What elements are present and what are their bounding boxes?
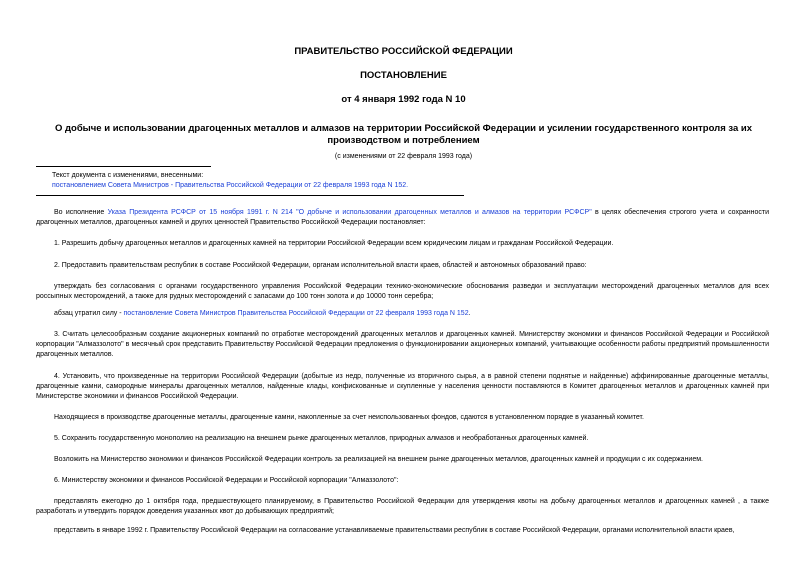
document-date-number: от 4 января 1992 года N 10 — [341, 94, 466, 105]
separator-line — [36, 195, 464, 196]
paragraph-6-item-2: представить в январе 1992 г. Правительству Российской Федерации на согласование устанавливаемые правительствами республик в составе Российской Федерации, органами исполнительной власти краев, — [54, 527, 735, 534]
document-type: ПОСТАНОВЛЕНИЕ — [360, 70, 447, 81]
separator-line — [36, 166, 211, 167]
paragraph-4: 4. Установить, что произведенные на территории Российской Федерации (добытые из недр, полученные из вторичного сырья, а в равной степени поднятые и найденные) аффинированные драгоценные металлы, драгоценные камни, самородные минералы драгоценных металлов, найденные клады, конфискованные и скупленные у населения ценности поставляются в Комитет драгоценных металлов и драгоценных камней при Министерстве экономики и финансов Российской Федерации. — [36, 373, 769, 400]
paragraph-2: 2. Предоставить правительствам республик в составе Российской Федерации, органам исполнительной власти краев, областей и автономных образований право: — [54, 262, 587, 269]
paragraph-6: 6. Министерству экономики и финансов Российской Федерации и Российской корпорации "Алмаззолото": — [54, 477, 399, 484]
paragraph-1: 1. Разрешить добычу драгоценных металлов и драгоценных камней на территории Российской Федерации всем юридическим лицам и гражданам Российской Федерации. — [54, 240, 614, 247]
issuing-authority: ПРАВИТЕЛЬСТВО РОССИЙСКОЙ ФЕДЕРАЦИИ — [294, 46, 513, 57]
amendment-date-note: (с изменениями от 22 февраля 1993 года) — [334, 153, 473, 160]
presidential-decree-link[interactable]: Указа Президента РСФСР от 15 ноября 1991 г. N 214 "О добыче и использовании драгоценных металлов и алмазов на территории РСФСР" — [107, 209, 592, 216]
paragraph-2-item: утверждать без согласования с органами государственного управления Российской Федерации технико-экономические обоснования разведки и эксплуатации месторождений драгоценных металлов для всех россыпных месторождений, а также для рудных месторождений с запасами до 100 тонн золота и до 10000 тонн серебра; — [36, 283, 769, 300]
paragraph-6-item-1: представлять ежегодно до 1 октября года, предшествующего планируемому, в Правительство Российской Федерации для утверждения квоты на добычу драгоценных металлов и драгоценных камней , а также разработать и утвердить порядок доведения указанных квот до добывающих предприятий; — [36, 498, 769, 515]
amendments-label: Текст документа с изменениями, внесенными: — [52, 172, 204, 179]
paragraph-2-repealed: абзац утратил силу - постановление Совета Министров Правительства Российской Федерации от 22 февраля 1993 года N 152. — [54, 310, 471, 317]
paragraph-3: 3. Считать целесообразным создание акционерных компаний по отработке месторождений драгоценных металлов и драгоценных камней. Министерству экономики и финансов Российской Федерации и Российской корпорации "Алмаззолото" в месячный срок представить Правительству Российской Федерации предложения о функционировании акционерных компаний, учитывающие особенности работы предприятий промышленности драгоценных металлов. — [36, 331, 769, 358]
paragraph-5-continued: Возложить на Министерство экономики и финансов Российской Федерации контроль за реализацией на внешнем рынке драгоценных металлов, драгоценных камней и продукции с их содержанием. — [54, 456, 703, 463]
repeal-resolution-link[interactable]: постановление Совета Министров Правительства Российской Федерации от 22 февраля 1993 года N 152 — [123, 310, 469, 317]
document-title: О добыче и использовании драгоценных металлов и алмазов на территории Российской Федерации и усилении государственного контроля за их производством и потреблением — [54, 123, 753, 146]
paragraph-preamble: Во исполнение Указа Президента РСФСР от 15 ноября 1991 г. N 214 "О добыче и использовании драгоценных металлов и алмазов на территории РСФСР" в целях обеспечения строгого учета и сохранности драгоценных металлов, драгоценных камней и других ценностей Правительство Российской Федерации постановляет: — [36, 209, 770, 226]
amendments-link[interactable]: постановлением Совета Министров - Правительства Российской Федерации от 22 февраля 1993 года N 152. — [52, 182, 409, 189]
paragraph-4-continued: Находящиеся в производстве драгоценные металлы, драгоценные камни, накопленные за счет неиспользованных фондов, сдаются в установленном порядке в указанный комитет. — [54, 414, 644, 421]
paragraph-5: 5. Сохранить государственную монополию на реализацию на внешнем рынке драгоценных металлов, природных алмазов и необработанных драгоценных камней. — [54, 435, 589, 442]
